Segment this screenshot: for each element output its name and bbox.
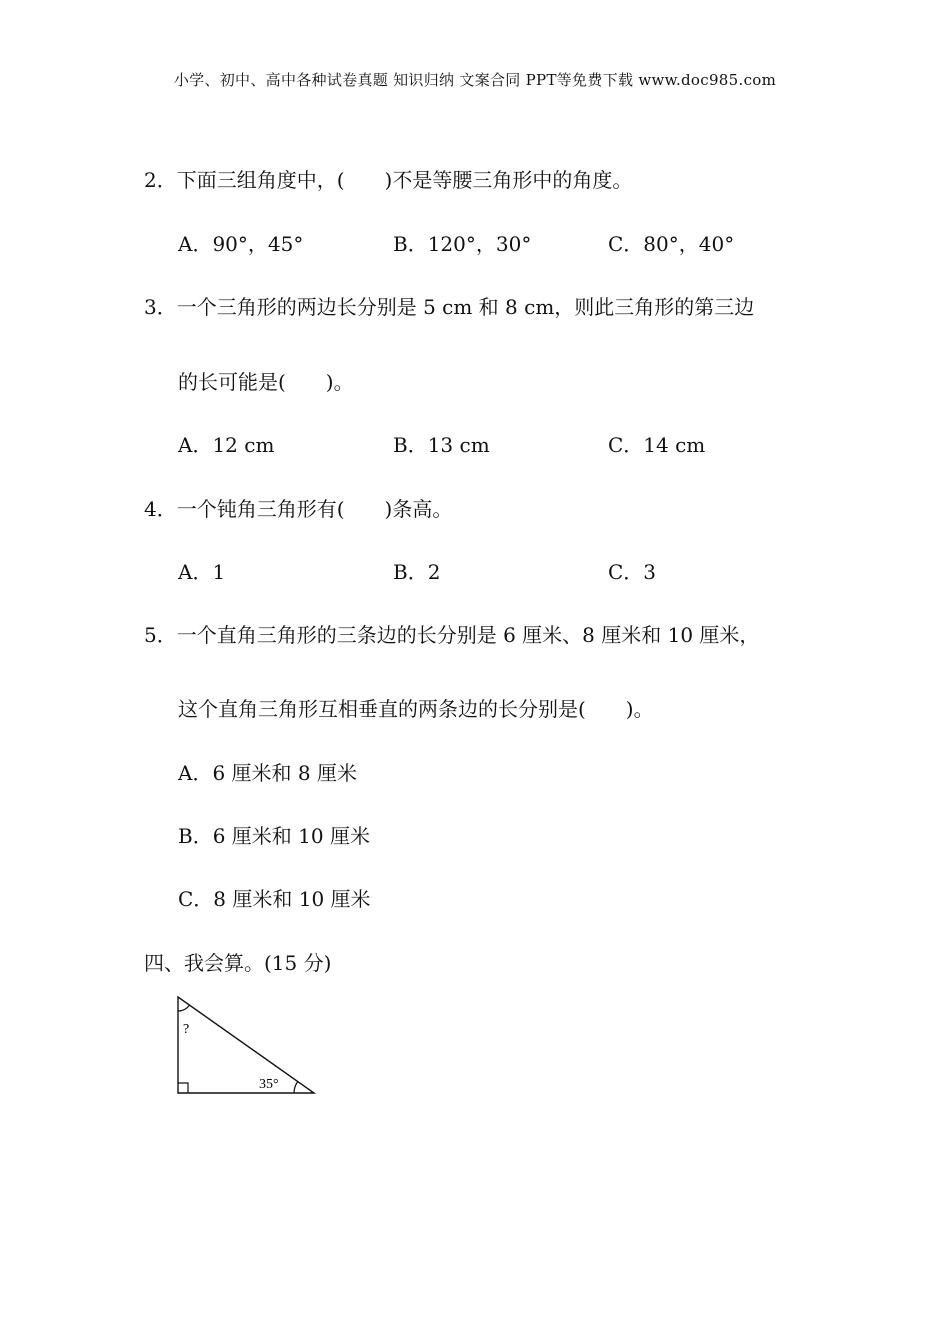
bottom-angle-arc xyxy=(294,1082,298,1093)
question-2-stem: 2．下面三组角度中，( )不是等腰三角形中的角度。 xyxy=(144,168,633,192)
top-angle-arc xyxy=(178,1006,189,1012)
question-3-stem-line2: 的长可能是( )。 xyxy=(178,370,354,394)
question-2-option-c: C．80°，40° xyxy=(608,232,735,256)
question-5-option-c: C．8 厘米和 10 厘米 xyxy=(178,887,371,911)
angle-35-label: 35° xyxy=(259,1077,279,1092)
right-triangle-figure xyxy=(170,990,330,1100)
question-3-stem-line1: 3．一个三角形的两边长分别是 5 cm 和 8 cm，则此三角形的第三边 xyxy=(144,295,755,319)
question-5-option-a: A．6 厘米和 8 厘米 xyxy=(178,761,357,785)
unknown-angle-label: ? xyxy=(183,1022,190,1037)
question-3-option-b: B．13 cm xyxy=(393,433,490,457)
question-2-option-a: A．90°，45° xyxy=(178,232,304,256)
question-4-option-b: B．2 xyxy=(393,560,441,584)
question-5-stem-line1: 5．一个直角三角形的三条边的长分别是 6 厘米、8 厘米和 10 厘米， xyxy=(144,623,760,647)
question-4-option-a: A．1 xyxy=(178,560,226,584)
question-4-option-c: C．3 xyxy=(608,560,657,584)
question-3-option-a: A．12 cm xyxy=(178,433,275,457)
section-4-title: 四、我会算。(15 分) xyxy=(144,951,332,975)
page-header: 小学、初中、高中各种试卷真题 知识归纳 文案合同 PPT等免费下载 www.doc985.com xyxy=(173,71,777,89)
question-2-option-b: B．120°，30° xyxy=(393,232,532,256)
question-3-option-c: C．14 cm xyxy=(608,433,706,457)
question-5-option-b: B．6 厘米和 10 厘米 xyxy=(178,824,370,848)
question-5-stem-line2: 这个直角三角形互相垂直的两条边的长分别是( )。 xyxy=(178,697,654,721)
right-angle-marker xyxy=(178,1083,188,1093)
triangle-outline xyxy=(178,997,314,1093)
question-4-stem: 4．一个钝角三角形有( )条高。 xyxy=(144,497,453,521)
